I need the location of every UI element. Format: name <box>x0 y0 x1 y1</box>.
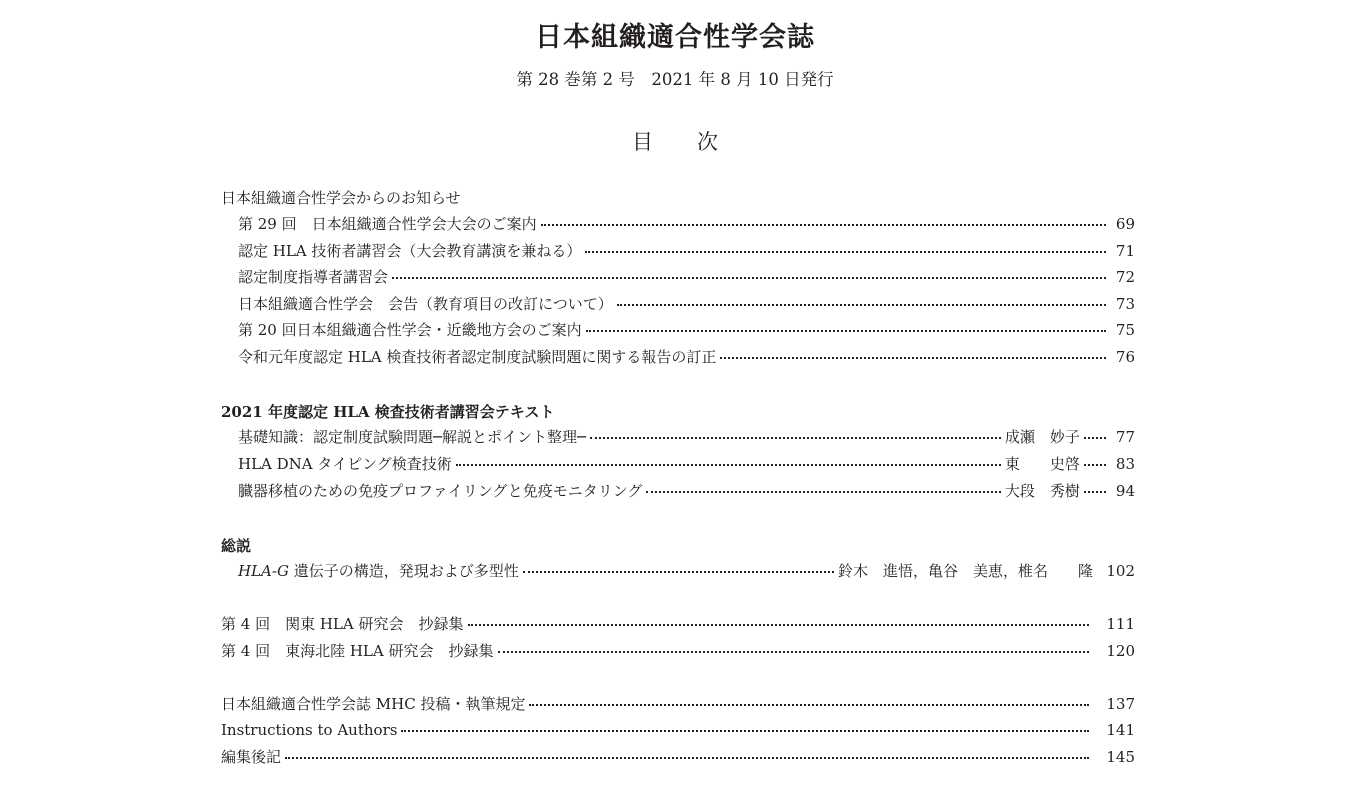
section-heading-news: 日本組織適合性学会からのお知らせ <box>221 189 461 207</box>
toc-entry-title: 第 4 回 関東 HLA 研究会 抄録集 <box>221 615 464 633</box>
toc-entry[interactable] <box>221 615 1135 633</box>
toc-entry-title: 認定 HLA 技術者講習会（大会教育講演を兼ねる） <box>238 242 582 260</box>
title-rest: 遺伝子の構造，発現および多型性 <box>288 562 519 580</box>
toc-entry-title: 臓器移植のための免疫プロファイリングと免疫モニタリング <box>238 482 643 500</box>
leader-dots <box>586 329 1106 332</box>
toc-entry-title: 第 29 回 日本組織適合性学会大会のご案内 <box>238 215 537 233</box>
leader-dots <box>285 756 1089 759</box>
toc-entry-page: 145 <box>1106 748 1135 766</box>
leader-dots <box>529 703 1089 706</box>
toc-entry-title: 第 4 回 東海北陸 HLA 研究会 抄録集 <box>221 642 494 660</box>
section-heading-text: 2021 年度認定 HLA 検査技術者講習会テキスト <box>221 403 555 421</box>
toc-entry-title: 日本組織適合性学会 会告（教育項目の改訂について） <box>238 295 613 313</box>
toc-entry-author: 成瀬 妙子 <box>1004 428 1080 446</box>
toc-entry-title: Instructions to Authors <box>221 721 398 739</box>
leader-dots <box>401 729 1089 732</box>
leader-dots <box>523 570 834 573</box>
leader-dots <box>1084 463 1106 466</box>
toc-entry-page: 94 <box>1115 482 1135 500</box>
toc-entry[interactable] <box>238 482 1135 500</box>
toc-entry-page: 137 <box>1106 695 1135 713</box>
toc-entry-title: 編集後記 <box>221 748 282 766</box>
section-heading-review: 総説 <box>221 537 252 555</box>
toc-entry-page: 83 <box>1115 455 1135 473</box>
leader-dots <box>720 356 1105 359</box>
leader-dots <box>1084 490 1106 493</box>
toc-entry[interactable] <box>221 695 1135 713</box>
toc-entry-page: 72 <box>1115 268 1135 286</box>
toc-entry-page: 76 <box>1115 348 1135 366</box>
issue-line: 第 28 巻第 2 号 2021 年 8 月 10 日発行 <box>516 70 834 89</box>
toc-entry[interactable] <box>221 721 1135 739</box>
toc-entry[interactable] <box>238 428 1135 446</box>
toc-heading-char-1: 目 <box>632 130 653 154</box>
toc-entry-page: 120 <box>1106 642 1135 660</box>
toc-entry-page: 111 <box>1106 615 1135 633</box>
toc-entry-title: 第 20 回日本組織適合性学会・近畿地方会のご案内 <box>238 321 582 339</box>
toc-entry[interactable] <box>221 748 1135 766</box>
toc-entry-title: HLA DNA タイピング検査技術 <box>238 455 452 473</box>
toc-entry-page: 141 <box>1106 721 1135 739</box>
toc-entry[interactable] <box>238 242 1135 260</box>
leader-dots <box>498 650 1090 653</box>
toc-entry-page: 75 <box>1115 321 1135 339</box>
toc-entry-page: 77 <box>1115 428 1135 446</box>
journal-title: 日本組織適合性学会誌 <box>535 22 815 53</box>
toc-entry[interactable] <box>238 268 1135 286</box>
leader-dots <box>392 276 1106 279</box>
toc-entry-title: 認定制度指導者講習会 <box>238 268 389 286</box>
toc-entry-title: 日本組織適合性学会誌 MHC 投稿・執筆規定 <box>221 695 526 713</box>
toc-entry[interactable] <box>221 642 1135 660</box>
toc-entry-page: 102 <box>1106 562 1135 580</box>
toc-entry-author: 鈴木 進悟，亀谷 美恵，椎名 隆 <box>837 562 1093 580</box>
toc-entry[interactable] <box>238 348 1135 366</box>
gene-name-italic: HLA-G <box>238 562 289 580</box>
toc-entry[interactable] <box>238 321 1135 339</box>
toc-entry-author: 東 史啓 <box>1004 455 1080 473</box>
toc-entry-author: 大段 秀樹 <box>1004 482 1080 500</box>
leader-dots <box>541 223 1106 226</box>
toc-entry[interactable] <box>238 215 1135 233</box>
leader-dots <box>585 250 1105 253</box>
toc-entry-title: 基礎知識：認定制度試験問題─解説とポイント整理─ <box>238 428 587 446</box>
leader-dots <box>590 436 1001 439</box>
leader-dots <box>456 463 1001 466</box>
toc-entry-page: 71 <box>1115 242 1135 260</box>
toc-entry[interactable] <box>238 295 1135 313</box>
toc-entry-page: 73 <box>1115 295 1135 313</box>
leader-dots <box>1084 436 1106 439</box>
toc-entry-title: 令和元年度認定 HLA 検査技術者認定制度試験問題に関する報告の訂正 <box>238 348 717 366</box>
leader-dots <box>468 623 1090 626</box>
toc-entry[interactable] <box>238 455 1135 473</box>
toc-heading-char-2: 次 <box>697 130 718 154</box>
toc-entry-page: 69 <box>1115 215 1135 233</box>
toc-entry-title <box>238 562 519 580</box>
toc-entry[interactable] <box>238 562 1135 580</box>
toc-heading <box>0 126 1350 156</box>
leader-dots <box>617 303 1106 306</box>
leader-dots <box>646 490 1000 493</box>
